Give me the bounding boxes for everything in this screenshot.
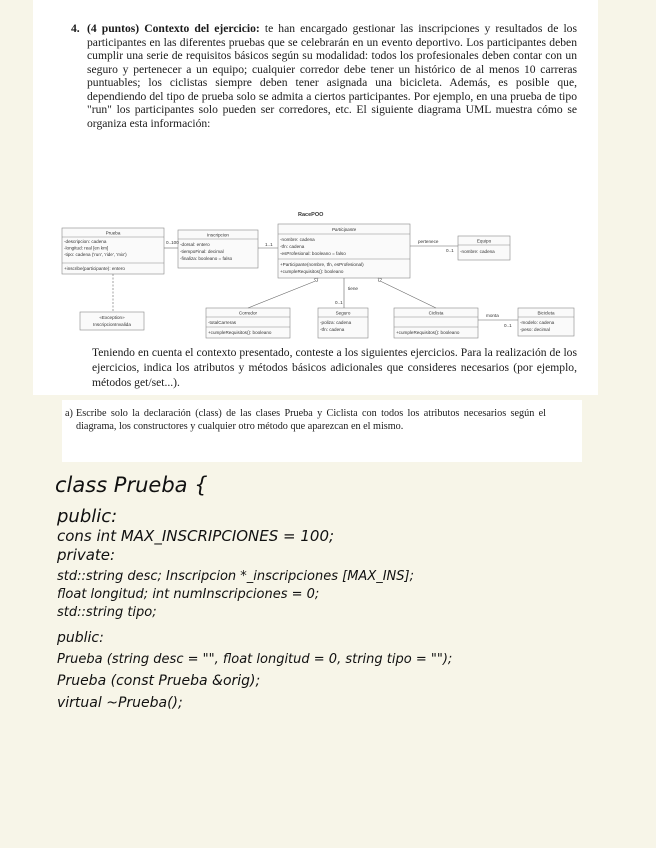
multiplicity: 0..1 — [504, 323, 512, 328]
class-name: InscripcionInvalida — [93, 322, 131, 327]
class-name: Corredor — [238, 310, 258, 316]
hand-line: cons int MAX_INSCRIPCIONES = 100; — [57, 527, 335, 545]
question-a-label: a) — [65, 408, 73, 419]
class-prueba — [62, 228, 164, 274]
class-name: Participante — [331, 227, 357, 232]
class-inscripcion — [178, 230, 258, 268]
method: +cumpleRequisitos(): booleano — [208, 330, 272, 335]
assoc-label: pertenece — [418, 239, 439, 244]
class-bicicleta — [518, 308, 574, 336]
question-4 — [71, 22, 577, 130]
question-a — [65, 407, 546, 433]
hand-line: Prueba (string desc = "", float longitud = 0, string tipo = ""); — [57, 652, 453, 667]
multiplicity: 0..100 — [166, 240, 179, 245]
hand-line: std::string desc; Inscripcion *_inscripciones [MAX_INS]; — [57, 569, 414, 584]
attr: -poliza: cadena — [320, 320, 352, 325]
assoc-label: monta — [486, 313, 499, 318]
assoc-label: tiene — [348, 286, 358, 291]
hand-line: public: — [57, 506, 118, 527]
attr: -peso: decimal — [520, 327, 550, 332]
attr: -nombre: cadena — [280, 237, 315, 242]
attr: -esProfesional: booleano = falso — [280, 251, 346, 256]
class-name: Inscripcion — [207, 232, 229, 238]
stereotype: «Exception» — [99, 315, 125, 320]
question-points: (4 puntos) — [87, 22, 140, 35]
class-corredor — [206, 308, 290, 338]
method: +cumpleRequisitos(): booleano — [280, 269, 344, 274]
hand-line: class Prueba { — [55, 473, 208, 497]
hand-line: virtual ~Prueba(); — [57, 695, 183, 711]
class-exception — [80, 312, 144, 330]
multiplicity: 0..1 — [446, 248, 454, 253]
attr: -totalCarreras — [208, 320, 237, 325]
instructions-text: Teniendo en cuenta el contexto presentado, conteste a los siguientes ejercicios. Para la realización de los ejercicios, indica los atributos y métodos básicos adicionales que consideres necesarios (por ejemplo, métodos get/set...). — [92, 346, 577, 389]
attr: -descripcion: cadena — [64, 239, 107, 244]
class-equipo — [458, 236, 510, 260]
class-name: Equipo — [476, 238, 492, 244]
attr: -tipo: cadena ('run', 'ride', 'mix') — [64, 252, 127, 257]
attr: -longitud: real [en km] — [64, 245, 109, 251]
class-participante — [278, 224, 410, 278]
attr: -tfn: cadena — [280, 244, 305, 249]
method: +inscribe(participante): entero — [64, 266, 125, 271]
question-heading: Contexto del ejercicio: — [144, 22, 260, 35]
class-seguro — [318, 308, 368, 338]
attr: -tfn: cadena — [320, 327, 345, 332]
class-ciclista — [394, 308, 478, 338]
handwritten-answer-cont — [55, 628, 615, 718]
attr: -nombre: cadena — [460, 249, 495, 254]
hand-line: std::string tipo; — [57, 605, 157, 620]
method: +cumpleRequisitos(): booleano — [396, 330, 460, 335]
class-name: Ciclista — [428, 310, 444, 316]
handwritten-answer — [55, 468, 615, 628]
hand-line: private: — [57, 546, 116, 564]
multiplicity: 1..1 — [265, 242, 273, 247]
method: +Participante(nombre, tfn, esProfesional) — [280, 262, 364, 267]
hand-line: Prueba (const Prueba &orig); — [57, 673, 261, 689]
hand-line: public: — [57, 630, 104, 646]
attr: -tiempoFinal: decimal — [180, 249, 224, 254]
uml-diagram — [58, 208, 583, 343]
question-a-text: Escribe solo la declaración (class) de las clases Prueba y Ciclista con todos los atributos necesarios según el diagrama, los constructores y cualquier otro método que aparezcan en el mismo. — [76, 408, 546, 432]
multiplicity: 0..1 — [335, 300, 343, 305]
hand-line: float longitud; int numInscripciones = 0; — [57, 587, 320, 602]
attr: -dorsal: entero — [180, 242, 210, 247]
uml-title: RacePOO — [298, 212, 324, 218]
class-name: Bicicleta — [537, 310, 555, 316]
question-body: te han encargado gestionar las inscripciones y resultados de los participantes en las diferentes pruebas que se celebrarán en un evento deportivo. Los participantes deben cumplir una serie de requisitos básicos según su modalidad: todos los profesionales deben contar con un seguro y pertenecer a un equipo; cualquier corredor debe tener un histórico de al menos 10 carreras puntuables; los ciclistas siempre deben tener asignada una bicicleta. Además, es posible que, dependiendo del tipo de prueba solo se admita a ciertos participantes. Por ejemplo, en una prueba de tipo "run" los participantes solo pueden ser corredores, etc. El siguiente diagrama UML muestra cómo se organiza esta información: — [87, 22, 577, 130]
attr: -modelo: cadena — [520, 320, 555, 325]
attr: -finaliza: booleano = falso — [180, 256, 233, 261]
class-name: Seguro — [335, 310, 351, 316]
class-name: Prueba — [105, 230, 121, 236]
question-number: 4. — [71, 22, 80, 35]
